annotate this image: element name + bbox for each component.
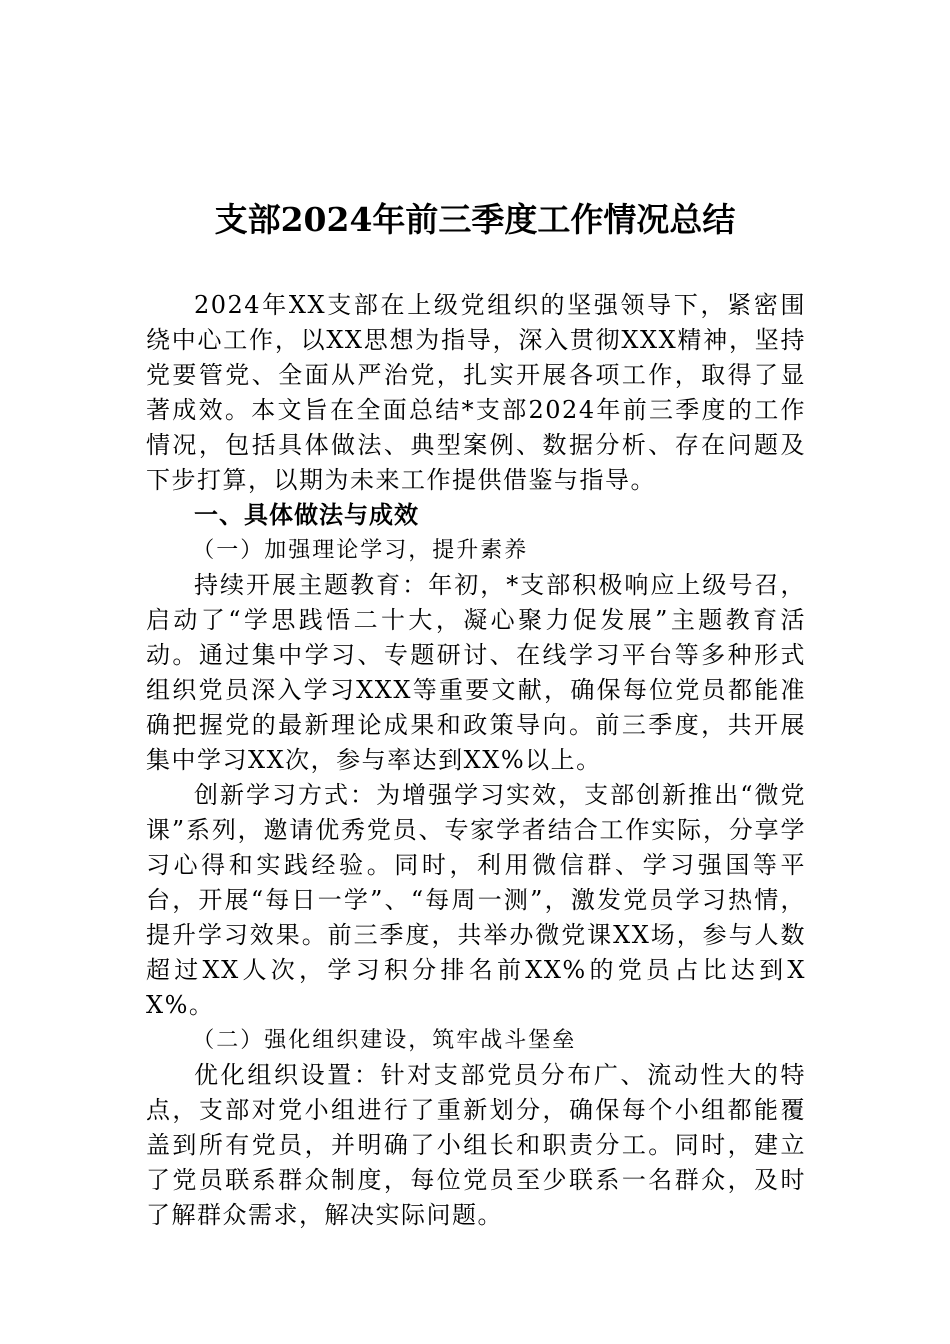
subsection-heading-1: （一）加强理论学习，提升素养 — [192, 538, 529, 563]
paragraph-organization-setup: 优化组织设置：针对支部党员分布广、流动性大的特点，支部对党小组进行了重新划分，确保每个小组都能覆盖到所有党员，并明确了小组长和职责分工。同时，建立了党员联系群众制度，每位党员至少联系一名群众，及时了解群众需求，解决实际问题。 — [146, 1061, 806, 1229]
paragraph-theory-study: 持续开展主题教育：年初，*支部积极响应上级号召，启动了“学思践悟二十大，凝心聚力促发展”主题教育活动。通过集中学习、专题研讨、在线学习平台等多种形式组织党员深入学习XXX等重要文献，确保每位党员都能准确把握党的最新理论成果和政策导向。前三季度，共开展集中学习XX次，参与率达到XX%以上。 — [146, 571, 806, 774]
subsection-heading-2: （二）强化组织建设，筑牢战斗堡垒 — [192, 1028, 577, 1053]
document-title: 支部2024年前三季度工作情况总结 — [214, 200, 736, 239]
document-body — [146, 288, 806, 1233]
paragraph-learning-methods: 创新学习方式：为增强学习实效，支部创新推出“微党课”系列，邀请优秀党员、专家学者结合工作实际，分享学习心得和实践经验。同时，利用微信群、学习强国等平台，开展“每日一学”、“每周一测”，激发党员学习热情，提升学习效果。前三季度，共举办微党课XX场，参与人数超过XX人次，学习积分排名前XX%的党员占比达到XX%。 — [146, 781, 806, 1019]
intro-paragraph: 2024年XX支部在上级党组织的坚强领导下，紧密围绕中心工作，以XX思想为指导，深入贯彻XXX精神，坚持党要管党、全面从严治党，扎实开展各项工作，取得了显著成效。本文旨在全面总结*支部2024年前三季度的工作情况，包括具体做法、典型案例、数据分析、存在问题及下步打算，以期为未来工作提供借鉴与指导。 — [146, 291, 806, 494]
section-heading-1: 一、具体做法与成效 — [194, 501, 419, 529]
